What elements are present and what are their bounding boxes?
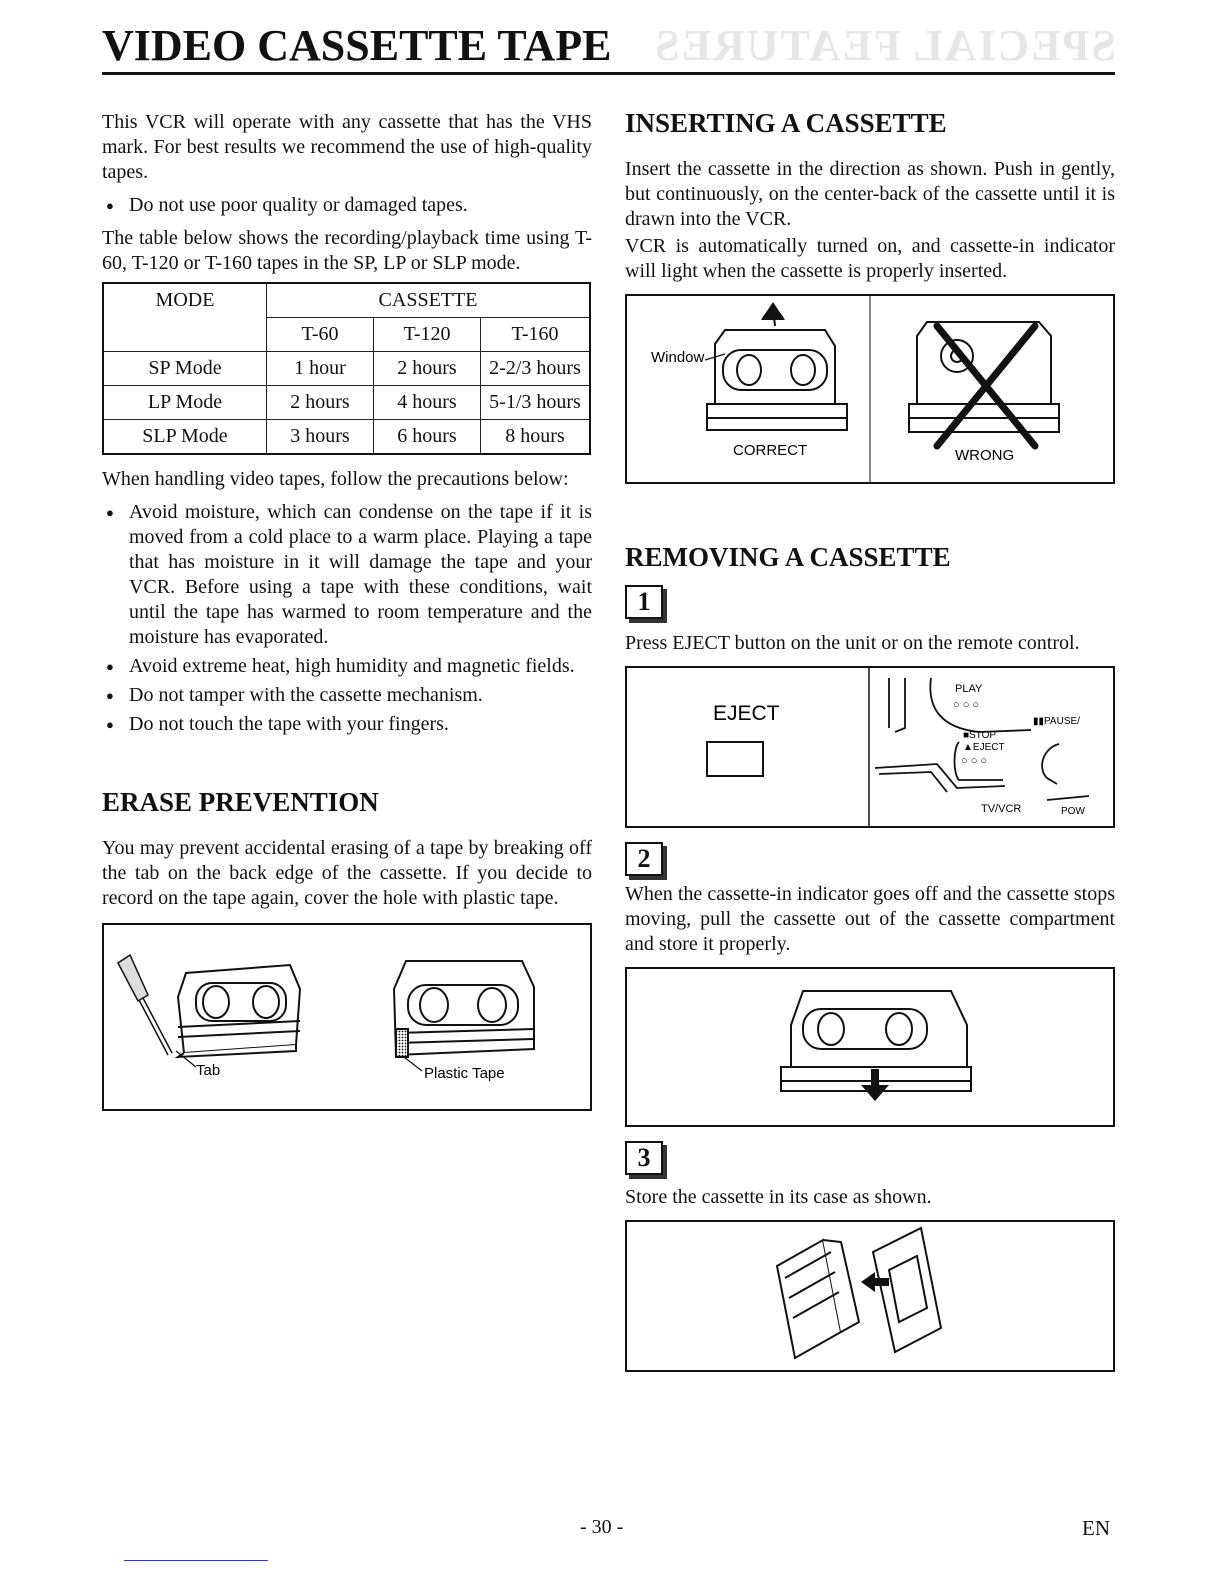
precaution-item: ● Avoid extreme heat, high humidity and magnetic fields.: [102, 654, 592, 679]
tab-label: Tab: [196, 1062, 221, 1079]
step-number: 1: [625, 585, 663, 619]
time-cell: 1 hour: [267, 352, 374, 386]
stop-label: ■STOP: [963, 730, 997, 741]
play-label: PLAY: [955, 683, 983, 695]
title-rule: [102, 72, 1115, 75]
step-1: [625, 585, 1115, 656]
mode-cell: SLP Mode: [103, 420, 267, 455]
table-row: [103, 420, 590, 455]
cassette-icon: [178, 965, 300, 1057]
bleed-through-title: SPECIAL FEATURES: [653, 21, 1116, 70]
arrow-up-icon: [761, 302, 785, 320]
intro-bullet: ● Do not use poor quality or damaged tapes.: [102, 193, 592, 218]
time-cell: 3 hours: [267, 420, 374, 455]
precaution-item: ● Do not touch the tape with your fingers.: [102, 712, 592, 737]
recording-time-table: [102, 282, 591, 455]
eject-label: EJECT: [713, 702, 780, 725]
right-column: [625, 108, 1115, 1372]
time-cell: 6 hours: [374, 420, 481, 455]
inserting-text-1: Insert the cassette in the direction as shown. Push in gently, but continuously, on the center-back of the cassette until it is drawn into the VCR.: [625, 158, 1115, 230]
arrow-down-icon: [861, 1085, 889, 1101]
table-row: [103, 386, 590, 420]
pow-label: POW: [1061, 806, 1085, 817]
step-text: Press EJECT button on the unit or on the remote control.: [625, 632, 1080, 654]
step-3: [625, 1141, 1115, 1210]
step-text: Store the cassette in its case as shown.: [625, 1186, 932, 1208]
step-number: 2: [625, 842, 663, 876]
intro-bullet-list: [102, 193, 592, 218]
inserting-figure: [625, 294, 1115, 484]
time-cell: 2 hours: [374, 352, 481, 386]
screwdriver-icon: [118, 955, 172, 1055]
cassette-icon: [873, 1228, 941, 1352]
erase-illustration: [104, 925, 590, 1109]
precaution-item: ● Avoid moisture, which can condense on the tape if it is moved from a cold place to a warm place. Playing a tape that has moisture in it will damage the tape and your VCR. Before using a tape with these conditions, wait until the tape has warmed to room temperature and the moisture has evaporated.: [102, 500, 592, 650]
inserting-heading: INSERTING A CASSETTE: [625, 108, 947, 138]
insert-illustration: [627, 296, 1113, 482]
table-row: [103, 352, 590, 386]
time-cell: 4 hours: [374, 386, 481, 420]
eject-figure: [625, 666, 1115, 828]
page-title: VIDEO CASSETTE TAPE: [102, 21, 612, 70]
erase-prevention-text: You may prevent accidental erasing of a tape by breaking off the tab on the back edge of the cassette. If you decide to record on the tape again, cover the hole with plastic tape.: [102, 837, 592, 909]
handling-intro: When handling video tapes, follow the precautions below:: [102, 468, 569, 490]
step-number: 3: [625, 1141, 663, 1175]
remove-illustration: [627, 969, 1113, 1125]
cassette-icon: [909, 322, 1059, 432]
mode-header-blank: [103, 318, 267, 352]
cassette-icon: [707, 306, 847, 430]
window-label: Window: [651, 349, 705, 366]
mode-cell: SP Mode: [103, 352, 267, 386]
erase-prevention-figure: [102, 923, 592, 1111]
buttons-row-icon: ○ ○ ○: [953, 699, 980, 711]
plastic-tape-label: Plastic Tape: [424, 1065, 505, 1082]
tape-header: T-120: [374, 318, 481, 352]
cassette-icon: [394, 961, 534, 1057]
tvvcr-label: TV/VCR: [981, 803, 1022, 815]
step-text: When the cassette-in indicator goes off and the cassette stops moving, pull the cassette out of the cassette compartment and store it properly.: [625, 883, 1115, 955]
precaution-list: [102, 500, 592, 737]
eject-button-icon: [707, 742, 763, 776]
store-figure: [625, 1220, 1115, 1372]
eject-illustration: [627, 668, 1113, 826]
table-intro-text: The table below shows the recording/playback time using T-60, T-120 or T-160 tapes in the SP, LP or SLP mode.: [102, 227, 592, 274]
intro-text: This VCR will operate with any cassette that has the VHS mark. For best results we recommend the use of high-quality tapes.: [102, 111, 592, 183]
eject-small-label: ▲EJECT: [963, 742, 1005, 753]
removing-heading: REMOVING A CASSETTE: [625, 542, 951, 572]
step-2: [625, 842, 1115, 957]
inserting-text-2: VCR is automatically turned on, and cassette-in indicator will light when the cassette is properly inserted.: [625, 235, 1115, 282]
erase-prevention-heading: ERASE PREVENTION: [102, 787, 379, 817]
mode-cell: LP Mode: [103, 386, 267, 420]
wrong-label: WRONG: [955, 447, 1015, 464]
time-cell: 8 hours: [481, 420, 591, 455]
remove-figure: [625, 967, 1115, 1127]
pause-label: ▮▮PAUSE/: [1033, 716, 1080, 727]
cassette-case-icon: [777, 1240, 859, 1358]
time-cell: 2-2/3 hours: [481, 352, 591, 386]
tape-header: T-60: [267, 318, 374, 352]
buttons-row-icon: ○ ○ ○: [961, 755, 988, 767]
store-illustration: [627, 1222, 1113, 1370]
precaution-item: ● Do not tamper with the cassette mechanism.: [102, 683, 592, 708]
correct-label: CORRECT: [733, 442, 808, 459]
page-number: - 30 -: [580, 1516, 624, 1538]
cassette-header: CASSETTE: [267, 283, 591, 318]
time-cell: 2 hours: [267, 386, 374, 420]
left-column: [102, 108, 592, 1111]
mode-header: MODE: [103, 283, 267, 318]
language-code: EN: [1082, 1516, 1110, 1540]
time-cell: 5-1/3 hours: [481, 386, 591, 420]
stray-line: [124, 1560, 268, 1561]
tape-header: T-160: [481, 318, 591, 352]
